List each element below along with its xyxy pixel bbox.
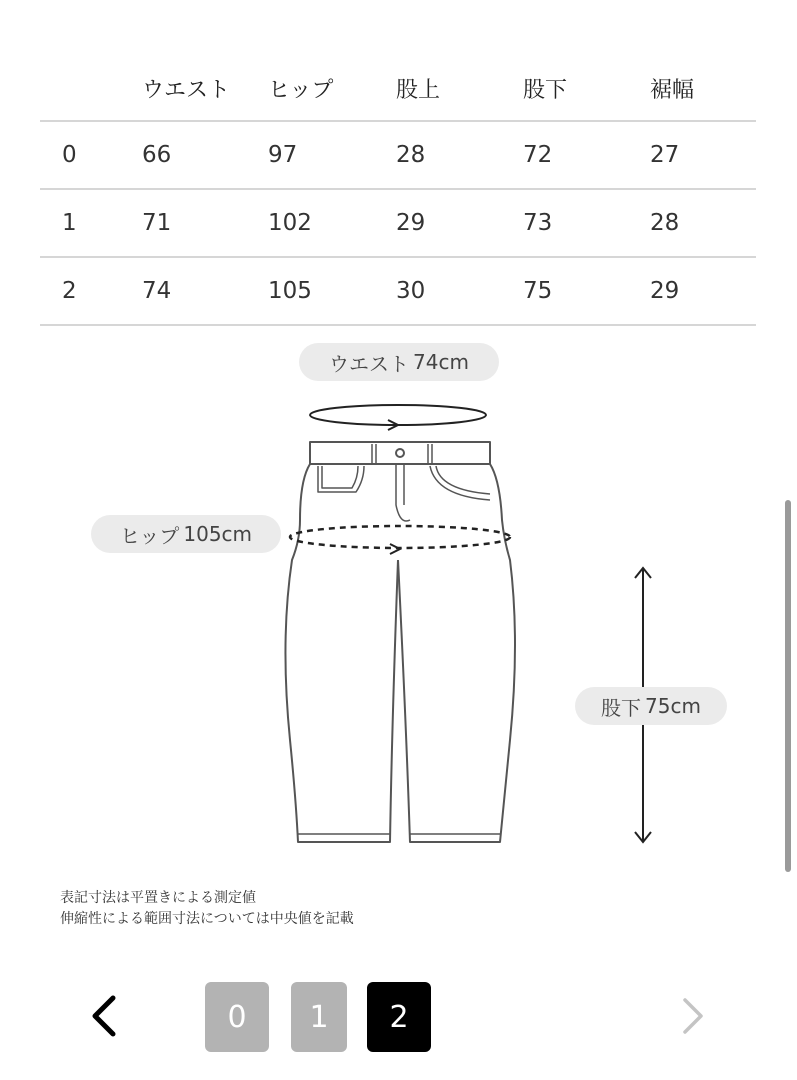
header-cell-rise: 股上 [396,77,441,103]
waist-measure-ellipse [310,405,486,425]
measurement-notes [60,888,354,930]
table-header-row [40,56,756,122]
table-row [40,122,756,190]
header-cell-hem-width: 裾幅 [650,77,695,103]
table-cell: 75 [523,278,553,304]
table-row [40,190,756,258]
table-cell: 29 [650,278,680,304]
table-cell: 71 [142,210,172,236]
page-button-2[interactable]: 2 [367,982,431,1052]
table-cell: 29 [396,210,426,236]
header-cell-hip: ヒップ [268,77,334,103]
inseam-label-text: 股下 [601,695,642,720]
button [396,449,404,457]
table-cell: 28 [650,210,680,236]
table-cell: 1 [62,210,77,236]
header-cell-waist: ウエスト [142,77,231,103]
table-cell: 74 [142,278,172,304]
table-row [40,258,756,326]
table-cell: 97 [268,142,298,168]
hip-label-text: ヒップ [119,523,180,548]
header-cell-inseam: 股下 [523,77,568,103]
waist-value-text: 74cm [413,350,469,374]
table-cell: 27 [650,142,680,168]
table-cell: 72 [523,142,553,168]
measurement-diagram [0,330,797,870]
size-table [40,56,756,326]
table-cell: 2 [62,278,77,304]
note-line: 伸縮性による範囲寸法については中央値を記載 [60,911,354,927]
scrollbar[interactable] [785,500,791,872]
hip-measurement-label [91,515,281,553]
waist-measurement-label [299,343,499,381]
inseam-measurement-label [575,687,727,725]
page-button-1[interactable]: 1 [291,982,347,1052]
table-cell: 102 [268,210,312,236]
next-button[interactable] [672,988,712,1044]
hip-value-text: 105cm [183,522,253,546]
table-cell: 66 [142,142,172,168]
table-cell: 28 [396,142,426,168]
table-cell: 73 [523,210,553,236]
table-cell: 30 [396,278,426,304]
table-cell: 105 [268,278,312,304]
table-cell: 0 [62,142,77,168]
hip-measure-ellipse [290,526,510,548]
pants-illustration [0,330,797,870]
note-line: 表記寸法は平置きによる測定値 [60,890,256,906]
page-button-0[interactable]: 0 [205,982,269,1052]
chevron-left-icon [89,994,119,1038]
chevron-right-icon [677,994,707,1038]
size-pager [0,980,797,1054]
prev-button[interactable] [84,988,124,1044]
waist-label-text: ウエスト [329,351,410,376]
inseam-value-text: 75cm [645,694,701,718]
